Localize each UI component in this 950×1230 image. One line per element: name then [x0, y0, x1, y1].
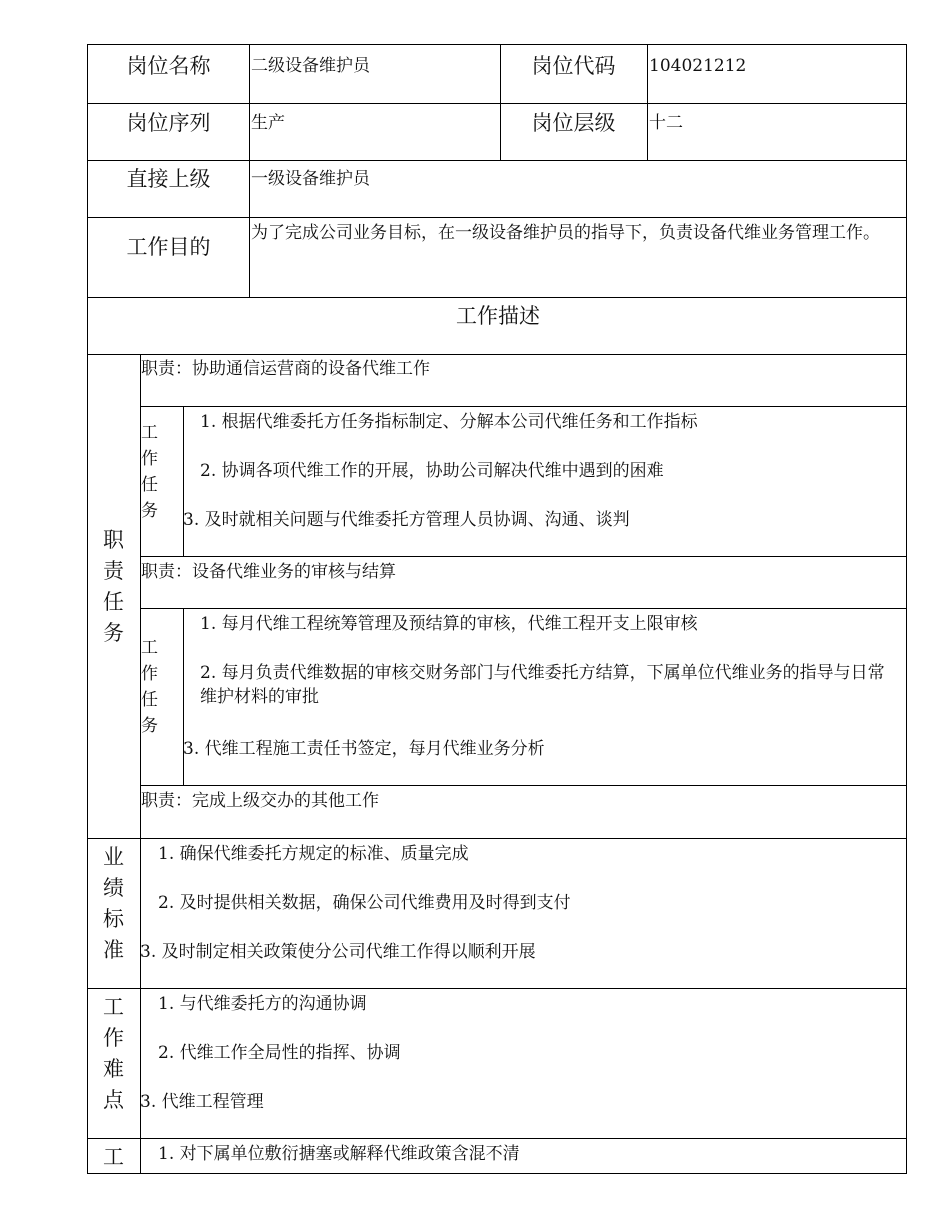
task-item: 2. 协调各项代维工作的开展，协助公司解决代维中遇到的困难 — [200, 461, 664, 481]
column-divider — [249, 45, 250, 297]
row-divider — [88, 297, 907, 298]
section-title-work-description: 工作描述 — [456, 304, 540, 328]
column-divider — [647, 45, 648, 160]
row-divider — [88, 103, 907, 104]
label-work-purpose: 工作目的 — [126, 235, 211, 259]
difficulty-item: 1. 与代维委托方的沟通协调 — [158, 994, 367, 1014]
task-item: 3. 及时就相关问题与代维委托方管理人员协调、沟通、谈判 — [183, 510, 630, 530]
performance-item: 2. 及时提供相关数据，确保公司代维费用及时得到支付 — [158, 893, 571, 913]
label-work-difficulties: 工 作 难 点 — [103, 995, 124, 1112]
value-position-code: 104021212 — [649, 56, 747, 76]
label-direct-superior: 直接上级 — [126, 167, 211, 191]
performance-item: 3. 及时制定相关政策使分公司代维工作得以顺利开展 — [140, 942, 536, 962]
label-performance-standards: 业 绩 标 准 — [103, 845, 124, 962]
tasks-label: 工 作 任 务 — [141, 423, 158, 521]
value-direct-superior: 一级设备维护员 — [251, 169, 370, 189]
row-divider — [140, 608, 907, 609]
row-divider — [140, 556, 907, 557]
duty-title: 职责：设备代维业务的审核与结算 — [141, 562, 396, 582]
duty-title: 职责：协助通信运营商的设备代维工作 — [141, 359, 430, 379]
value-position-sequence: 生产 — [251, 113, 285, 133]
label-position-sequence: 岗位序列 — [126, 111, 211, 135]
label-position-level: 岗位层级 — [531, 111, 616, 135]
row-divider — [88, 1173, 907, 1174]
difficulty-item: 3. 代维工程管理 — [140, 1092, 264, 1112]
difficulty-item: 2. 代维工作全局性的指挥、协调 — [158, 1043, 401, 1063]
label-position-name: 岗位名称 — [126, 54, 211, 78]
row-divider — [88, 160, 907, 161]
value-position-name: 二级设备维护员 — [251, 56, 370, 76]
duty-title: 职责：完成上级交办的其他工作 — [141, 791, 379, 811]
row-divider — [140, 785, 907, 786]
label-position-code: 岗位代码 — [531, 54, 616, 78]
task-item: 1. 根据代维委托方任务指标制定、分解本公司代维任务和工作指标 — [200, 412, 698, 432]
row-divider — [88, 1138, 907, 1139]
task-item: 1. 每月代维工程统筹管理及预结算的审核，代维工程开支上限审核 — [200, 614, 698, 634]
value-work-purpose: 为了完成公司业务目标，在一级设备维护员的指导下，负责设备代维业务管理工作。 — [251, 223, 880, 243]
task-item: 2. 每月负责代维数据的审核交财务部门与代维委托方结算，下属单位代维业务的指导与日常维护材料的审批 — [200, 663, 885, 707]
performance-item: 1. 确保代维委托方规定的标准、质量完成 — [158, 844, 469, 864]
job-description-table — [87, 44, 907, 1174]
row-divider — [88, 217, 907, 218]
label-duties-tasks: 职 责 任 务 — [103, 528, 124, 645]
row-divider — [88, 838, 907, 839]
label-work-next: 工 — [103, 1145, 124, 1169]
next-item: 1. 对下属单位敷衍搪塞或解释代维政策含混不清 — [158, 1144, 520, 1164]
tasks-label: 工 作 任 务 — [141, 638, 158, 736]
column-divider — [183, 406, 184, 556]
task-item: 3. 代维工程施工责任书签定，每月代维业务分析 — [183, 739, 545, 759]
value-position-level: 十二 — [649, 113, 683, 133]
row-divider — [88, 988, 907, 989]
row-divider — [88, 354, 907, 355]
row-divider — [140, 406, 907, 407]
